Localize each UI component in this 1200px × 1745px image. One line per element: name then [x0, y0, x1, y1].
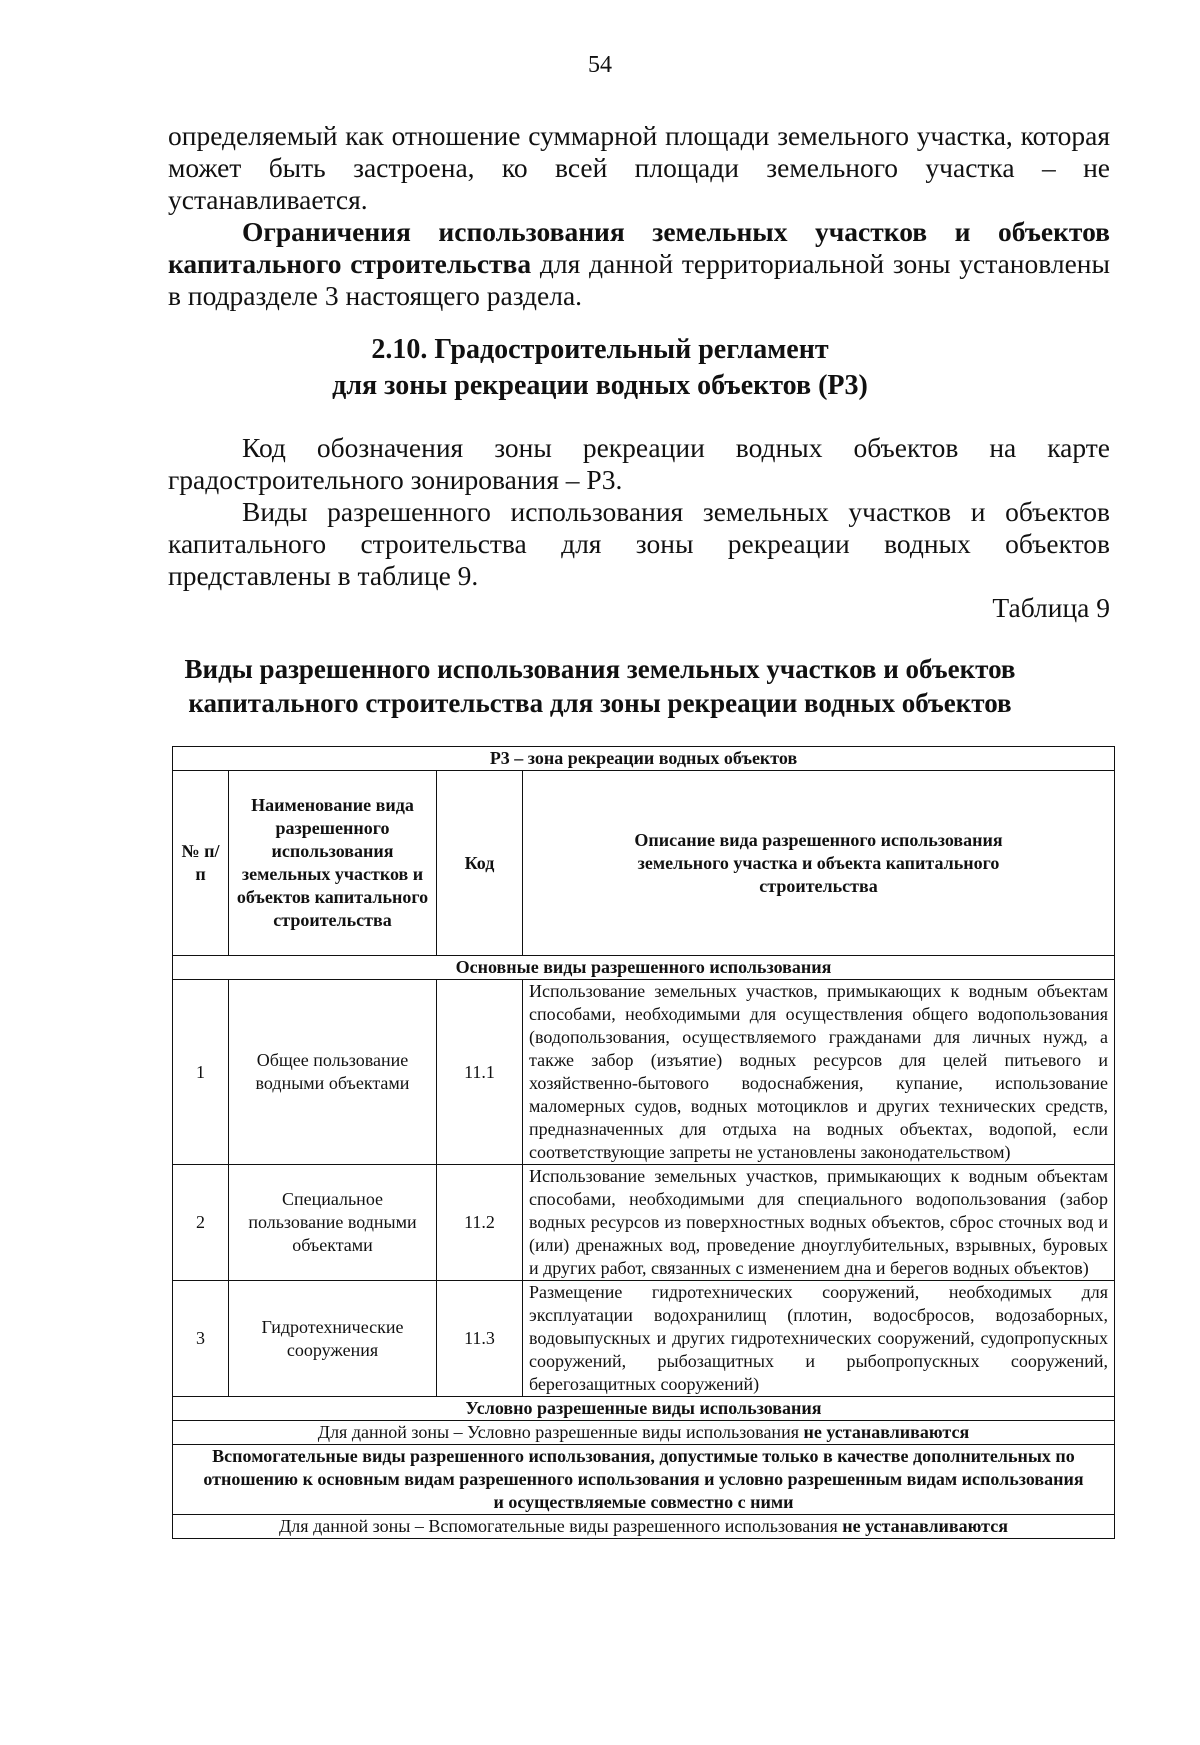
- row-name: Специальное пользование водными объектами: [229, 1165, 437, 1281]
- row-num: 1: [173, 980, 229, 1165]
- table-note-row-auxiliary: [173, 1515, 1115, 1539]
- paragraph-restrictions: [168, 216, 1110, 312]
- table-row: [173, 980, 1115, 1165]
- row-description: Использование земельных участков, примыкающих к водным объектам способами, необходимыми для специального водопользования (забор водных ресурсов из поверхностных водных объектов, сброс сточных вод и (или) дренажных вод, проведение дноуглубительных, взрывных, буровых и других работ, связанных с изменением дна и берегов водных объектов): [523, 1165, 1115, 1281]
- row-name: Гидротехнические сооружения: [229, 1281, 437, 1397]
- table-section-row-conditional: [173, 1397, 1115, 1421]
- section-title: [0, 332, 1200, 404]
- auxiliary-note-text: Для данной зоны – Вспомогательные виды разрешенного использования: [279, 1516, 843, 1536]
- restrictions-text: для данной территориальной зоны установлены в подразделе 3 настоящего раздела.: [168, 248, 1110, 311]
- table-section-row-main: [173, 956, 1115, 980]
- table-section-row-auxiliary: [173, 1445, 1115, 1515]
- table-row: [173, 1281, 1115, 1397]
- row-name: Общее пользование водными объектами: [229, 980, 437, 1165]
- section-title-line-1: 2.10. Градостроительный регламент: [371, 334, 829, 365]
- col-header-num: № п/п: [173, 771, 229, 956]
- table-title-line-2: капитального строительства для зоны рекреации водных объектов: [188, 688, 1012, 718]
- auxiliary-note-bold: не устанавливаются: [842, 1516, 1008, 1536]
- row-num: 3: [173, 1281, 229, 1397]
- main-section-cell: Основные виды разрешенного использования: [173, 956, 1115, 980]
- auxiliary-note-cell: [173, 1515, 1115, 1539]
- row-num: 2: [173, 1165, 229, 1281]
- col-header-description: Описание вида разрешенного использования земельного участка и объекта капитального строительства: [523, 771, 1115, 956]
- conditional-note-cell: [173, 1421, 1115, 1445]
- table-label: Таблица 9: [992, 592, 1110, 623]
- page-number: 54: [588, 52, 612, 78]
- table-title-line-1: Виды разрешенного использования земельных участков и объектов: [184, 654, 1016, 684]
- table-column-header-row: [173, 771, 1115, 956]
- paragraph-permitted-uses: Виды разрешенного использования земельных участков и объектов капитального строительства для зоны рекреации водных объектов представлены в таблице 9.: [168, 496, 1110, 591]
- conditional-note-bold: не устанавливаются: [803, 1422, 970, 1442]
- zone-header-cell: Р3 – зона рекреации водных объектов: [173, 747, 1115, 771]
- restrictions-bold-text: Ограничения использования земельных участков и объектов капитального строительства: [168, 216, 1110, 279]
- table-zone-header-row: [173, 747, 1115, 771]
- paragraph-continuation: определяемый как отношение суммарной площади земельного участка, которая может быть застроена, ко всей площади земельного участка – не устанавливается.: [168, 120, 1110, 215]
- conditional-note-text: Для данной зоны – Условно разрешенные виды использования: [317, 1422, 804, 1442]
- row-description: Размещение гидротехнических сооружений, необходимых для эксплуатации водохранилищ (плотин, водосбросов, водозаборных, водовыпускных и других гидротехнических сооружений, судопропускных сооружений, рыбозащитных и рыбопропускных сооружений, берегозащитных сооружений): [523, 1281, 1115, 1397]
- row-code: 11.3: [437, 1281, 523, 1397]
- permitted-uses-table: [172, 746, 1115, 1539]
- auxiliary-section-cell: Вспомогательные виды разрешенного использования, допустимые только в качестве дополнительных по отношению к основным видам разрешенного использования и условно разрешенным видам использования и осуществляемые совместно с ними: [173, 1445, 1115, 1515]
- table-row: [173, 1165, 1115, 1281]
- conditional-section-cell: Условно разрешенные виды использования: [173, 1397, 1115, 1421]
- table-note-row-conditional: [173, 1421, 1115, 1445]
- row-code: 11.1: [437, 980, 523, 1165]
- col-header-name: Наименование вида разрешенного использования земельных участков и объектов капитального строительства: [229, 771, 437, 956]
- section-title-line-2: для зоны рекреации водных объектов (Р3): [332, 370, 868, 401]
- table-title: [0, 652, 1200, 720]
- col-header-code: Код: [437, 771, 523, 956]
- paragraph-zone-code: Код обозначения зоны рекреации водных объектов на карте градостроительного зонирования – Р3.: [168, 432, 1110, 495]
- row-description: Использование земельных участков, примыкающих к водным объектам способами, необходимыми для осуществления общего водопользования (водопользования, осуществляемого гражданами для личных нужд, а также забор (изъятие) водных ресурсов для целей питьевого и хозяйственно-бытового водоснабжения, купание, использование маломерных судов, водных мотоциклов и других технических средств, предназначенных для отдыха на водных объектах, водопой, если соответствующие запреты не установлены законодательством): [523, 980, 1115, 1165]
- row-code: 11.2: [437, 1165, 523, 1281]
